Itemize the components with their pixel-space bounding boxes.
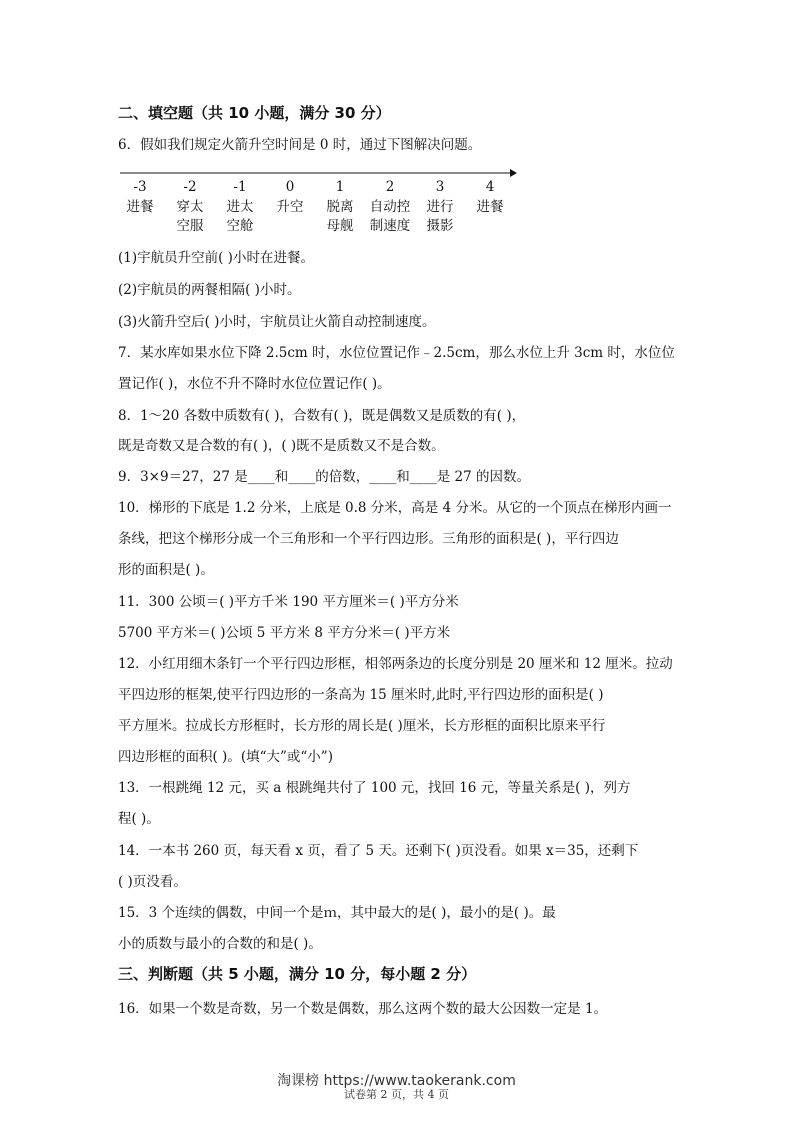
number-line	[118, 165, 518, 235]
number-line-event-line: 进太	[226, 199, 254, 215]
q6-sub3: (3)火箭升空后( )小时，宇航员让火箭自动控制速度。	[118, 314, 436, 330]
number-line-event-line: 进行	[426, 199, 454, 215]
q13-line1: 13．一根跳绳 12 元，买 a 根跳绳共付了 100 元，找回 16 元，等量关系是( )，列方	[118, 780, 631, 796]
number-line-event-line: 摄影	[426, 218, 454, 234]
number-line-event-line: 母舰	[326, 218, 354, 234]
number-line-event-line: 穿太	[176, 199, 204, 215]
number-line-tick-6: 3	[435, 179, 445, 195]
number-line-tick-1: -2	[183, 179, 197, 195]
q8-line2: 既是奇数又是合数的有( )，( )既不是质数又不是合数。	[118, 438, 445, 454]
q12-line2: 平四边形的框架,使平行四边形的一条高为 15 厘米时,此时,平行四边形的面积是( )	[118, 687, 604, 703]
q11-line2: 5700 平方米＝( )公顷 5 平方米 8 平方分米＝( )平方米	[118, 625, 451, 641]
q13-line2: 程( )。	[118, 811, 160, 827]
watermark: 淘课榜 https://www.taokerank.com	[277, 1073, 516, 1089]
q6-sub2: (2)宇航员的两餐相隔( )小时。	[118, 282, 301, 298]
page-number: 试卷第 2 页，共 4 页	[344, 1088, 449, 1101]
q15-line1: 15．3 个连续的偶数，中间一个是ｍ，其中最大的是( )，最小的是( )。最	[118, 905, 556, 921]
q10-line1: 10．梯形的下底是 1.2 分米，上底是 0.8 分米，高是 4 分米。从它的一个顶点在梯形内画一	[118, 500, 672, 516]
q14-line1: 14．一本书 260 页，每天看 x 页，看了 5 天。还剩下( )页没看。如果 x＝35，还剩下	[118, 843, 639, 859]
q6-stem: 6．假如我们规定火箭升空时间是 0 时，通过下图解决问题。	[118, 137, 482, 153]
q10-line3: 形的面积是( )。	[118, 562, 214, 578]
number-line-event-line: 脱离	[326, 199, 354, 215]
number-line-event-line: 空服	[176, 218, 204, 234]
number-line-event-line: 制速度	[369, 218, 411, 234]
q15-line2: 小的质数与最小的合数的和是( )。	[118, 936, 322, 952]
q12-line3: 平方厘米。拉成长方形框时，长方形的周长是( )厘米，长方形框的面积比原来平行	[118, 718, 606, 734]
q6-sub1: (1)宇航员升空前( )小时在进餐。	[118, 250, 314, 266]
q14-line2: ( )页没看。	[118, 874, 187, 890]
q11-line1: 11．300 公顷＝( )平方千米 190 平方厘米＝( )平方分米	[118, 594, 459, 610]
number-line-event-line: 进餐	[476, 199, 504, 215]
section-2-title: 二、填空题（共 10 小题，满分 30 分）	[118, 104, 391, 122]
q8-line1: 8．1～20 各数中质数有( )，合数有( )，既是偶数又是质数的有( )，	[118, 408, 526, 424]
number-line-tick-2: -1	[233, 179, 247, 195]
q9: 9．3×9＝27，27 是____和____的倍数，____和____是 27 的因数。	[118, 469, 530, 485]
number-line-tick-7: 4	[485, 179, 495, 195]
number-line-event-7	[460, 198, 520, 217]
number-line-tick-5: 2	[385, 179, 395, 195]
number-line-event-line: 升空	[276, 199, 304, 215]
q16: 16．如果一个数是奇数，另一个数是偶数，那么这两个数的最大公因数一定是 1。	[118, 1001, 608, 1017]
number-line-tick-3: 0	[285, 179, 295, 195]
q12-line1: 12．小红用细木条钉一个平行四边形框，相邻两条边的长度分别是 20 厘米和 12 厘米。拉动	[118, 656, 673, 672]
number-line-event-line: 进餐	[126, 199, 154, 215]
number-line-event-line: 自动控	[369, 199, 411, 215]
number-line-event-line: 空舱	[226, 218, 254, 234]
q12-line4: 四边形框的面积( )。(填“大”或“小”)	[118, 749, 333, 765]
section-3-title: 三、判断题（共 5 小题，满分 10 分，每小题 2 分）	[118, 965, 477, 983]
number-line-tick-0: -3	[133, 179, 147, 195]
q10-line2: 条线，把这个梯形分成一个三角形和一个平行四边形。三角形的面积是( )，平行四边	[118, 531, 619, 547]
q7-line2: 置记作( )，水位不升不降时水位位置记作( )。	[118, 376, 391, 392]
number-line-tick-4: 1	[335, 179, 345, 195]
q7-line1: 7．某水库如果水位下降 2.5cm 时，水位位置记作﹣2.5cm，那么水位上升 3cm 时，水位位	[118, 345, 675, 361]
